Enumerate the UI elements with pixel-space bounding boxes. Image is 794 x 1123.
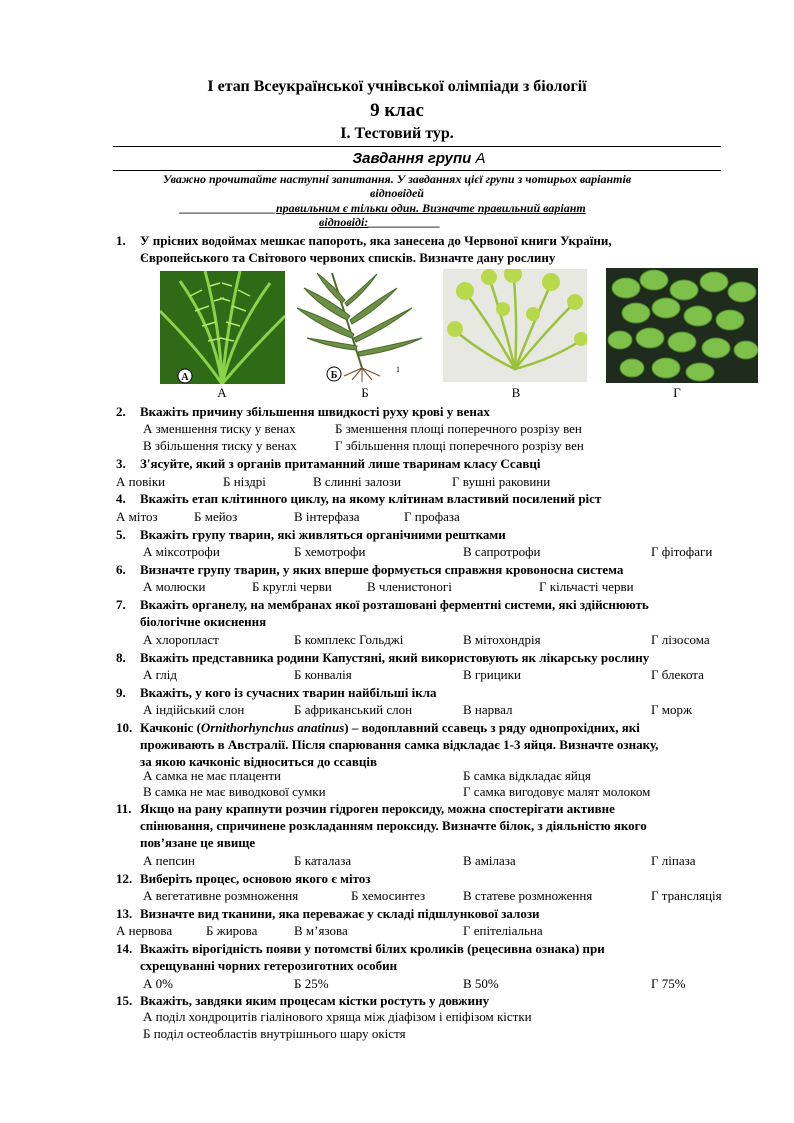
question-10-line-3: за якою качконіс відноситься до ссавців [140,754,377,769]
question-1 [116,233,612,249]
question-2 [116,404,490,420]
answer-option[interactable]: В інтерфаза [294,509,360,524]
answer-option[interactable]: Г блекота [651,667,704,682]
question-number: 7. [116,597,126,612]
question-number: 10. [116,720,133,735]
answer-option[interactable]: Б 25% [294,976,329,991]
question-15 [116,993,489,1009]
answer-option[interactable]: А глід [143,667,178,682]
question-number: 15. [116,993,133,1008]
question-4 [116,491,601,507]
question-1-line-2: Європейського та Світового червоних списків. Визначте дану рослину [140,250,556,265]
figure-badge-b: Б [330,370,338,381]
fern-image-b [292,268,432,384]
group-prefix: Завдання групи [352,150,476,167]
answer-option[interactable]: Г збільшення площі поперечного розрізу вен [335,438,584,453]
answer-option[interactable]: Г епітеліальна [463,923,543,938]
answer-option[interactable]: Б хемотрофи [294,544,366,559]
answer-option[interactable]: Б поділ остеобластів внутрішнього шару окістя [143,1026,406,1041]
question-text: Качконіс ( [140,720,201,735]
answer-option[interactable]: Г 75% [651,976,686,991]
question-7-line-2: біологічне окиснення [140,614,267,629]
grade-label: 9 клас [370,100,424,121]
question-7 [116,597,649,613]
question-number: 9. [116,685,126,700]
question-number: 8. [116,650,126,665]
question-5 [116,527,506,543]
answer-option[interactable]: А самка не має плаценти [143,768,281,783]
answer-option[interactable]: В збільшення тиску у венах [143,438,297,453]
question-text: ) – водоплавний ссавець з ряду однопрохідних, які [344,720,640,735]
question-number: 1. [116,233,126,248]
question-9 [116,685,437,701]
answer-option[interactable]: Б мейоз [194,509,238,524]
answer-option[interactable]: Б круглі черви [252,579,332,594]
answer-option[interactable]: А пепсин [143,853,196,868]
answer-option[interactable]: А мітоз [116,509,158,524]
answer-option[interactable]: Г трансляція [651,888,722,903]
answer-option[interactable]: Б зменшення площі поперечного розрізу вен [335,421,582,436]
answer-option[interactable]: Б жирова [206,923,258,938]
instructions-line-1: Уважно прочитайте наступні запитання. У завданнях цієї групи з чотирьох варіантів [162,172,632,186]
latin-name: Ornithorhynchus anatinus [200,720,345,735]
instructions-text: правильним є тільки один. Визначте правильний варіант [276,201,586,215]
answer-option[interactable]: Б ніздрі [223,474,266,489]
answer-option[interactable]: А зменшення тиску у венах [143,421,296,436]
answer-option[interactable]: Г лізосома [651,632,710,647]
question-text: Вкажіть вірогідність появи у потомстві білих кроликів (рецесивна ознака) при [140,941,605,956]
question-text: З'ясуйте, який з органів притаманний лише тваринам класу Ссавці [140,456,541,471]
answer-option[interactable]: Б комплекс Гольджі [294,632,404,647]
answer-option[interactable]: Г кільчасті черви [539,579,634,594]
answer-option[interactable]: Г профаза [404,509,460,524]
question-text: Вкажіть, у кого із сучасних тварин найбільші ікла [140,685,437,700]
answer-option[interactable]: В статеве розмноження [463,888,593,903]
question-text: Вкажіть, завдяки яким процесам кістки ростуть у довжину [140,993,490,1008]
answer-option[interactable]: А індійський слон [143,702,245,717]
group-letter: А [475,150,486,167]
answer-option[interactable]: А повіки [116,474,166,489]
question-6 [116,562,623,578]
answer-option[interactable]: В слинні залози [313,474,402,489]
figure-label-v: В [511,385,521,400]
question-11 [116,801,615,817]
question-number: 3. [116,456,126,471]
question-number: 6. [116,562,126,577]
question-number: 12. [116,871,133,886]
page-title: І етап Всеукраїнської учнівської олімпіади з біології [207,78,587,95]
figure-label-b: Б [361,385,369,400]
question-text: Вкажіть причину збільшення швидкості руху крові у венах [140,404,490,419]
answer-option[interactable]: А 0% [143,976,173,991]
answer-option[interactable]: В самка не має виводкової сумки [143,784,326,799]
blank: ____________ [368,215,441,229]
answer-option[interactable]: В грицики [463,667,521,682]
question-14 [116,941,605,957]
question-13 [116,906,540,922]
fern-a-illustration [160,271,285,384]
question-number: 5. [116,527,126,542]
answer-option[interactable]: А молюски [143,579,206,594]
blank: ________________ [180,201,276,215]
figure-number: 1 [396,365,400,374]
tour-label: І. Тестовий тур. [340,125,454,142]
answer-option[interactable]: В нарвал [463,702,513,717]
instructions-line-2: відповідей [370,186,424,200]
answer-option[interactable]: Г фітофаги [651,544,713,559]
group-heading [115,150,723,167]
question-3 [116,456,540,472]
answer-option[interactable]: Б хемосинтез [351,888,426,903]
question-11-line-3: пов’язане це явище [140,835,256,850]
question-11-line-2: спінювання, спричинене розкладанням пероксиду. Визначте білок, з діяльністю якого [140,818,647,833]
figure-badge-a: А [181,372,189,383]
question-number: 13. [116,906,133,921]
question-text: Визначте вид тканини, яка переважає у складі підшлункової залози [140,906,540,921]
instructions-answer: відповіді: [319,215,369,229]
answer-option[interactable]: Б каталаза [294,853,352,868]
answer-option[interactable]: Б африканський слон [294,702,413,717]
answer-option[interactable]: В м’язова [294,923,348,938]
instructions-line-4 [319,215,440,230]
question-10 [116,720,640,736]
question-14-line-2: схрещуванні чорних гетерозиготних особин [140,958,398,973]
answer-option[interactable]: А поділ хондроцитів гіалінового хряща між діафізом і епіфізом кістки [143,1009,532,1024]
question-text: Визначте групу тварин, у яких вперше формується справжня кровоносна система [140,562,624,577]
question-number: 11. [116,801,132,816]
figure-label-g: Г [673,385,681,400]
answer-option[interactable]: А нервова [116,923,173,938]
instructions-line-3 [180,201,586,216]
answer-option[interactable]: Г морж [651,702,692,717]
answer-option[interactable]: В 50% [463,976,499,991]
answer-option[interactable]: Б самка відкладає яйця [463,768,591,783]
question-number: 4. [116,491,126,506]
answer-option[interactable]: Г ліпаза [651,853,696,868]
question-10-line-2: проживають в Австралії. Після спарювання самка відкладає 1-3 яйця. Визначте ознаку, [140,737,659,752]
fern-b-illustration [292,268,432,384]
divider [113,146,721,147]
question-text: Якщо на рану крапнути розчин гідроген пероксиду, можна спостерігати активне [140,801,615,816]
question-text: Вкажіть представника родини Капустяні, який використовують як лікарську рослину [140,650,650,665]
question-8 [116,650,649,666]
question-text: У прісних водоймах мешкає папороть, яка занесена до Червоної книги України, [140,233,612,248]
fern-image-a [160,271,285,384]
question-number: 2. [116,404,126,419]
answer-option[interactable]: В мітохондрія [463,632,541,647]
figure-label-a: А [217,385,227,400]
divider [113,170,721,171]
moss-image-v [443,269,587,382]
question-text: Виберіть процес, основою якого є мітоз [140,871,371,886]
question-text: Вкажіть органелу, на мембранах якої розташовані ферментні системи, які здійснюють [140,597,649,612]
answer-option[interactable]: А вегетативне розмноження [143,888,299,903]
answer-option[interactable]: В членистоногі [367,579,452,594]
answer-option[interactable]: Г самка вигодовує малят молоком [463,784,651,799]
question-text: Вкажіть етап клітинного циклу, на якому клітинам властивий посилений ріст [140,491,602,506]
question-number: 14. [116,941,133,956]
moss-v-illustration [443,269,587,382]
question-text: Вкажіть групу тварин, які живляться органічними рештками [140,527,506,542]
answer-option[interactable]: В амілаза [463,853,516,868]
answer-option[interactable]: А хлоропласт [143,632,219,647]
answer-option[interactable]: В сапротрофи [463,544,541,559]
salvinia-image-g [606,268,758,383]
answer-option[interactable]: Б конвалія [294,667,352,682]
salvinia-g-illustration [606,268,758,383]
answer-option[interactable]: Г вушні раковини [452,474,551,489]
question-12 [116,871,371,887]
answer-option[interactable]: А міксотрофи [143,544,220,559]
